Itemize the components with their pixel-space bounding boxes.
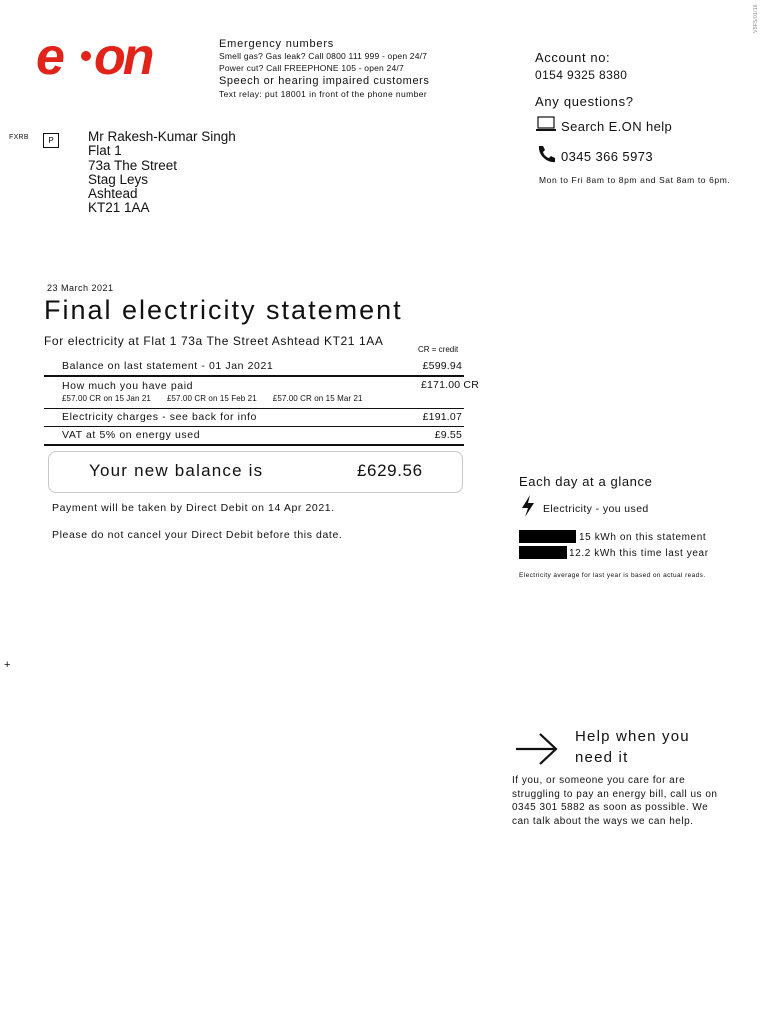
customer-address [88,130,236,216]
eon-logo-mark [34,32,190,82]
supply-address-line: For electricity at Flat 1 73a The Street Ashtead KT21 1AA [44,334,384,348]
table-row [44,358,464,377]
paid-label: How much you have paid [62,380,194,392]
statement-title: Final electricity statement [44,295,403,325]
help-body: If you, or someone you care for are struggling to pay an energy bill, call us on 0345 301 5882 as soon as possible. We can talk about the ways we can help. [512,775,718,828]
search-help-label: Search E.ON help [561,119,673,134]
emergency-numbers [219,38,519,99]
search-help-link[interactable] [535,115,755,138]
cancel-note: Please do not cancel your Direct Debit before this date. [52,529,343,541]
usage-last-year-label: 12.2 kWh this time last year [569,548,709,559]
address-line: 73a The Street [88,157,178,173]
address-line: Mr Rakesh-Kumar Singh [88,129,236,144]
new-balance-value: £629.56 [357,461,423,480]
phone-number: 0345 366 5973 [561,149,653,164]
plus-mark: + [4,659,11,671]
address-line: Stag Leys [88,171,149,187]
new-balance-label: Your new balance is [89,461,264,480]
account-panel [535,50,755,185]
svg-text:on: on [94,32,152,82]
arrow-right-icon [514,731,560,772]
payment-note: Payment will be taken by Direct Debit on 14 Apr 2021. [52,502,335,514]
account-number: 0154 9325 8380 [535,68,628,82]
payment-item: £57.00 CR on 15 Feb 21 [166,394,257,403]
usage-bar-last-year [519,546,567,559]
address-line: Flat 1 [88,143,122,159]
table-row [44,377,479,409]
impaired-heading: Speech or hearing impaired customers [219,75,430,87]
address-line: Ashtead [88,186,138,202]
mail-box-code: P [43,133,59,148]
payment-item: £57.00 CR on 15 Mar 21 [272,394,363,403]
charges-table [44,358,479,446]
side-code: V5F5/01/16 [753,4,759,33]
eon-logo [34,32,190,82]
statement-date: 23 March 2021 [47,283,114,293]
glance-title: Each day at a glance [519,474,653,489]
account-label: Account no: [535,50,611,65]
new-balance-box [48,451,463,493]
vat-value: £9.55 [434,429,462,441]
table-row [44,427,464,446]
address-line: KT21 1AA [88,200,150,216]
vat-label: VAT at 5% on energy used [62,429,201,441]
phone-help-link[interactable] [535,144,755,169]
charges-value: £191.07 [422,411,462,423]
charges-label: Electricity charges - see back for info [62,411,257,423]
last-balance-label: Balance on last statement - 01 Jan 2021 [62,360,274,372]
help-title: Help when you need it [575,728,690,766]
laptop-icon [535,115,557,138]
average-note: Electricity average for last year is based on actual reads. [519,572,706,579]
payment-item: £57.00 CR on 15 Jan 21 [62,394,151,403]
emergency-heading: Emergency numbers [219,38,335,50]
usage-bar-this-statement [519,530,576,543]
mail-code: FXRB [9,134,29,141]
electricity-usage-heading [519,494,649,523]
questions-heading: Any questions? [535,94,634,109]
phone-icon [535,144,557,169]
lightning-icon [519,494,537,523]
opening-hours: Mon to Fri 8am to 8pm and Sat 8am to 6pm. [539,175,731,185]
electricity-label: Electricity - you used [543,502,649,515]
svg-text:e: e [36,32,63,82]
table-row [44,409,464,427]
credit-note: CR = credit [418,345,459,354]
emergency-gas: Smell gas? Gas leak? Call 0800 111 999 - open 24/7 [219,51,428,61]
last-balance-value: £599.94 [422,360,462,372]
payment-list [62,394,363,403]
text-relay: Text relay: put 18001 in front of the phone number [219,89,428,99]
emergency-power: Power cut? Call FREEPHONE 105 - open 24/7 [219,63,404,73]
paid-value: £171.00 CR [420,379,479,391]
usage-this-statement-label: 15 kWh on this statement [579,532,707,543]
